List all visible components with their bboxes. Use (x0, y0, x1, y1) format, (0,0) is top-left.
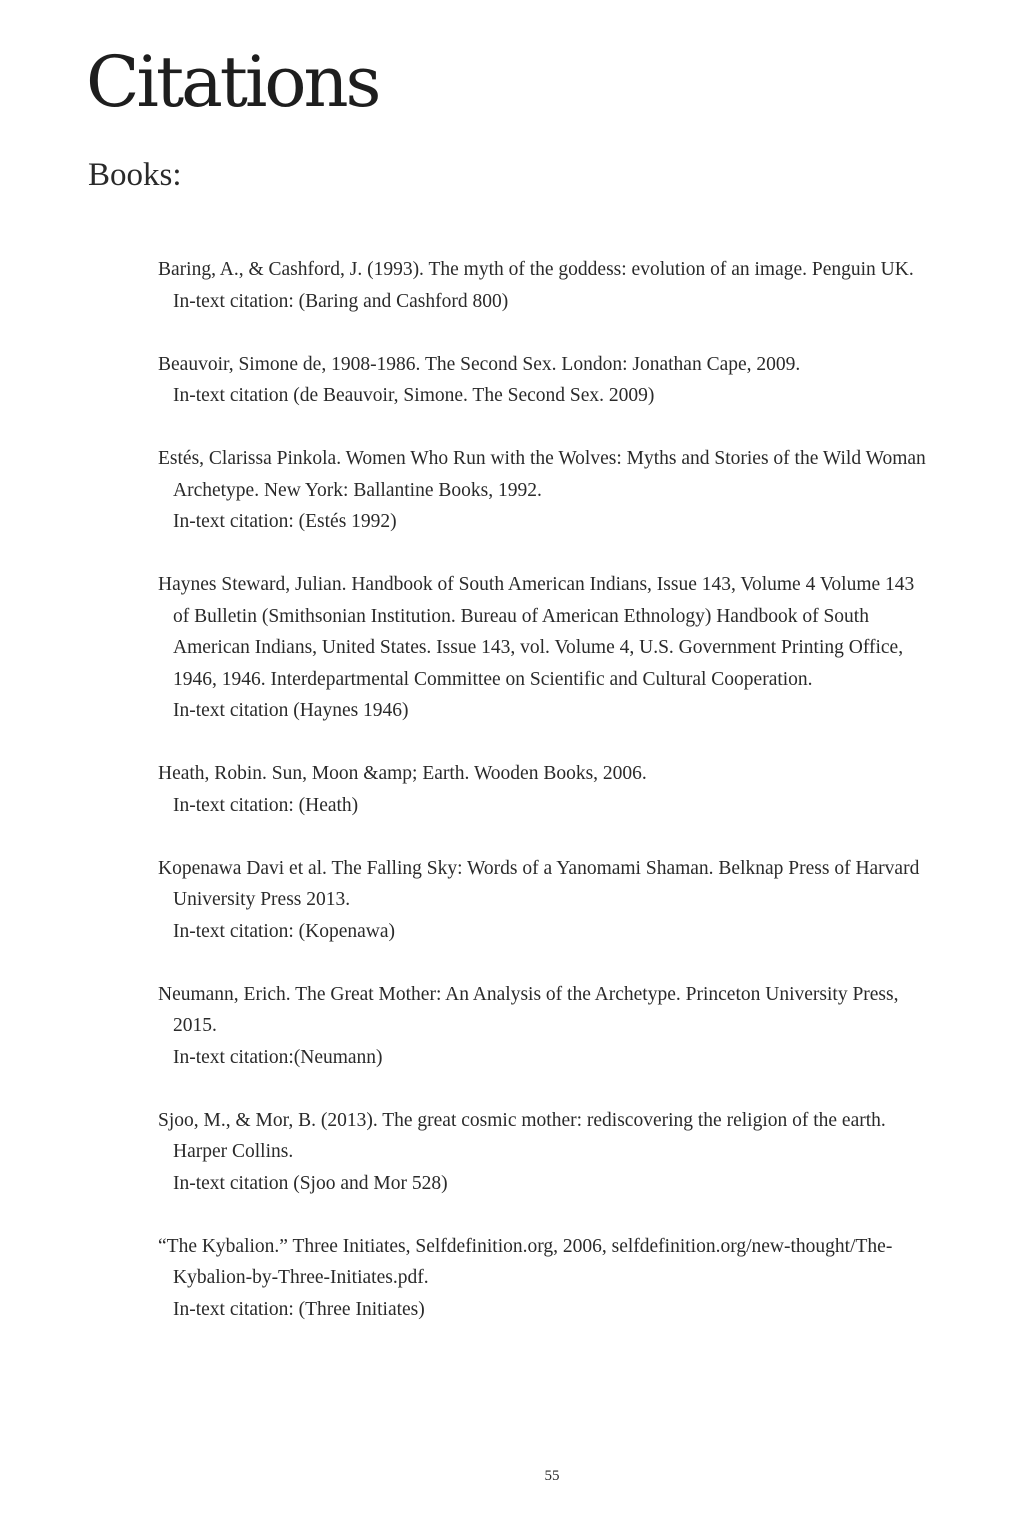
citation-reference: “The Kybalion.” Three Initiates, Selfdefinition.org, 2006, selfdefinition.org/new-thought/The-Kybalion-by-Three-Initiates.pdf. (158, 1235, 893, 1288)
in-text-citation: In-text citation: (Estés 1992) (173, 511, 397, 532)
in-text-citation: In-text citation: (Three Initiates) (173, 1298, 425, 1320)
citation-item (158, 569, 934, 727)
section-heading-books: Books: (88, 157, 182, 193)
in-text-citation: In-text citation (Sjoo and Mor 528) (173, 1172, 448, 1194)
citation-item (158, 443, 934, 538)
citation-list (158, 254, 934, 1357)
in-text-citation: In-text citation:(Neumann) (173, 1046, 383, 1068)
page-number: 55 (544, 1468, 560, 1484)
citation-item (158, 979, 934, 1074)
citation-item (158, 853, 934, 948)
citation-reference: Kopenawa Davi et al. The Falling Sky: Words of a Yanomami Shaman. Belknap Press of Harvard University Press 2013. (158, 857, 920, 910)
citation-item (158, 1105, 934, 1200)
in-text-citation: In-text citation: (Baring and Cashford 800) (173, 290, 509, 312)
citation-item (158, 758, 934, 821)
citation-item (158, 349, 934, 412)
citation-reference: Sjoo, M., & Mor, B. (2013). The great cosmic mother: rediscovering the religion of the earth. Harper Collins. (158, 1109, 886, 1162)
citation-reference: Haynes Steward, Julian. Handbook of South American Indians, Issue 143, Volume 4 Volume 143 of Bulletin (Smithsonian Institution. Bureau of American Ethnology) Handbook of South American Indians, United States. Issue 143, vol. Volume 4, U.S. Government Printing Office, 1946, 1946. Interdepartmental Committee on Scientific and Cultural Cooperation. (158, 574, 915, 690)
page-title: Citations (86, 41, 379, 123)
citation-item (158, 254, 934, 317)
citation-reference: Neumann, Erich. The Great Mother: An Analysis of the Archetype. Princeton University Press, 2015. (158, 983, 899, 1036)
citation-reference: Baring, A., & Cashford, J. (1993). The myth of the goddess: evolution of an image. Penguin UK. (158, 259, 914, 280)
citation-item (158, 1231, 934, 1326)
in-text-citation: In-text citation (de Beauvoir, Simone. The Second Sex. 2009) (173, 385, 655, 406)
in-text-citation: In-text citation: (Kopenawa) (173, 920, 395, 942)
citation-reference: Heath, Robin. Sun, Moon &amp; Earth. Wooden Books, 2006. (158, 763, 647, 784)
citation-reference: Estés, Clarissa Pinkola. Women Who Run with the Wolves: Myths and Stories of the Wild Woman Archetype. New York: Ballantine Books, 1992. (158, 448, 926, 501)
citation-reference: Beauvoir, Simone de, 1908-1986. The Second Sex. London: Jonathan Cape, 2009. (158, 353, 801, 375)
in-text-citation: In-text citation (Haynes 1946) (173, 700, 409, 721)
in-text-citation: In-text citation: (Heath) (173, 794, 359, 816)
